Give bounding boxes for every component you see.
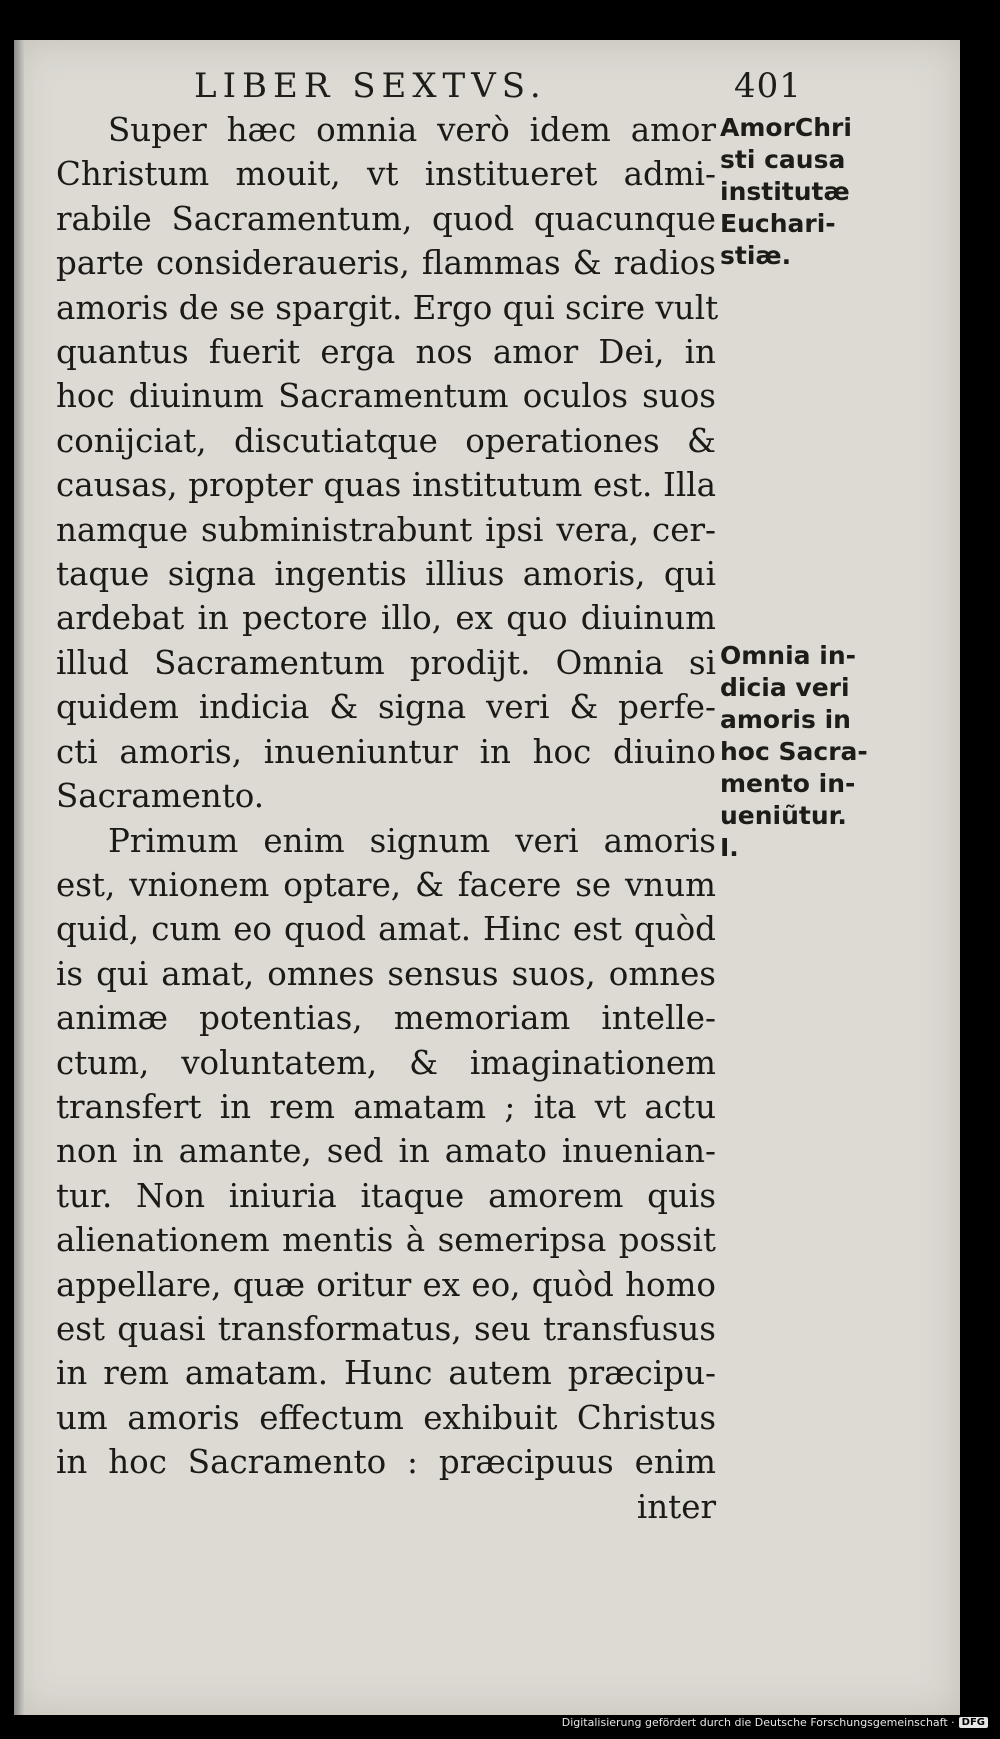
- text-line: taque signa ingentis illius amoris, qui: [56, 555, 716, 594]
- text-line: ardebat in pectore illo, ex quo diuinum: [56, 599, 716, 638]
- book-page: [14, 40, 960, 1715]
- text-line: is qui amat, omnes sensus suos, omnes: [56, 954, 716, 993]
- margin-note-line: stiæ.: [720, 241, 792, 270]
- margin-note-line: sti causa: [720, 145, 846, 174]
- text-line: Super hæc omnia verò idem amor: [108, 111, 716, 149]
- text-line: illud Sacramentum prodijt. Omnia si: [56, 643, 716, 682]
- margin-note-line: dicia veri: [720, 673, 850, 702]
- text-line: est, vnionem optare, & facere se vnum: [56, 865, 716, 904]
- text-line: Christum mouit, vt institueret admi-: [56, 155, 716, 194]
- text-line: Sacramento.: [56, 777, 265, 816]
- text-line: cti amoris, inueniuntur in hoc diuino: [56, 732, 716, 771]
- margin-note-line: AmorChri: [720, 113, 852, 142]
- text-line: non in amante, sed in amato inuenian-: [56, 1132, 716, 1171]
- margin-note-line: hoc Sacra-: [720, 737, 868, 766]
- margin-note-line: Omnia in-: [720, 641, 856, 670]
- margin-note-line: Euchari-: [720, 209, 836, 238]
- dfg-logo: DFG: [959, 1717, 988, 1728]
- text-line: animæ potentias, memoriam intelle-: [56, 999, 716, 1038]
- text-line: namque subministrabunt ipsi vera, cer-: [56, 510, 716, 549]
- page-edge: [14, 40, 24, 1715]
- margin-note: [720, 640, 885, 864]
- text-line: causas, propter quas institutum est. Illa: [56, 466, 716, 505]
- main-text: [56, 108, 719, 1529]
- text-line: rabile Sacramentum, quod quacunque: [56, 199, 716, 238]
- text-line: in rem amatam. Hunc autem præcipu-: [56, 1354, 716, 1393]
- text-line: um amoris effectum exhibuit Christus: [56, 1398, 716, 1437]
- text-line: appellare, quæ oritur ex eo, quòd homo: [56, 1265, 716, 1304]
- digitization-credit: [562, 1716, 988, 1729]
- text-line: est quasi transformatus, seu transfusus: [56, 1309, 716, 1348]
- text-line: alienationem mentis à semeripsa possit: [56, 1221, 716, 1260]
- text-line: tur. Non iniuria itaque amorem quis: [56, 1176, 716, 1215]
- margin-note-line: amoris in: [720, 705, 851, 734]
- text-line: conijciat, discutiatque operationes &: [56, 421, 716, 460]
- credit-text: Digitalisierung gefördert durch die Deutsche Forschungsgemeinschaft ·: [561, 1716, 955, 1729]
- text-line: Primum enim signum veri amoris: [108, 821, 716, 860]
- text-line: in hoc Sacramento : præcipuus enim: [56, 1443, 716, 1482]
- page-number: 401: [734, 66, 802, 106]
- text-line: quantus fuerit erga nos amor Dei, in: [56, 333, 716, 372]
- text-line: quidem indicia & signa veri & perfe-: [56, 688, 716, 727]
- running-title: LIBER SEXTVS.: [194, 66, 547, 106]
- margin-note-line: institutæ: [720, 177, 850, 206]
- catchword: inter: [636, 1487, 716, 1526]
- margin-note-line: ueniũtur.: [720, 801, 847, 830]
- margin-note-line: I.: [720, 833, 739, 862]
- margin-note: [720, 112, 885, 272]
- text-line: ctum, voluntatem, & imaginationem: [56, 1043, 716, 1082]
- text-line: hoc diuinum Sacramentum oculos suos: [56, 377, 716, 416]
- text-line: parte consideraueris, flammas & radios: [56, 244, 716, 283]
- text-line: quid, cum eo quod amat. Hinc est quòd: [56, 910, 716, 949]
- text-line: transfert in rem amatam ; ita vt actu: [56, 1087, 716, 1126]
- margin-note-line: mento in-: [720, 769, 856, 798]
- text-line: amoris de se spargit. Ergo qui scire vult: [56, 288, 719, 327]
